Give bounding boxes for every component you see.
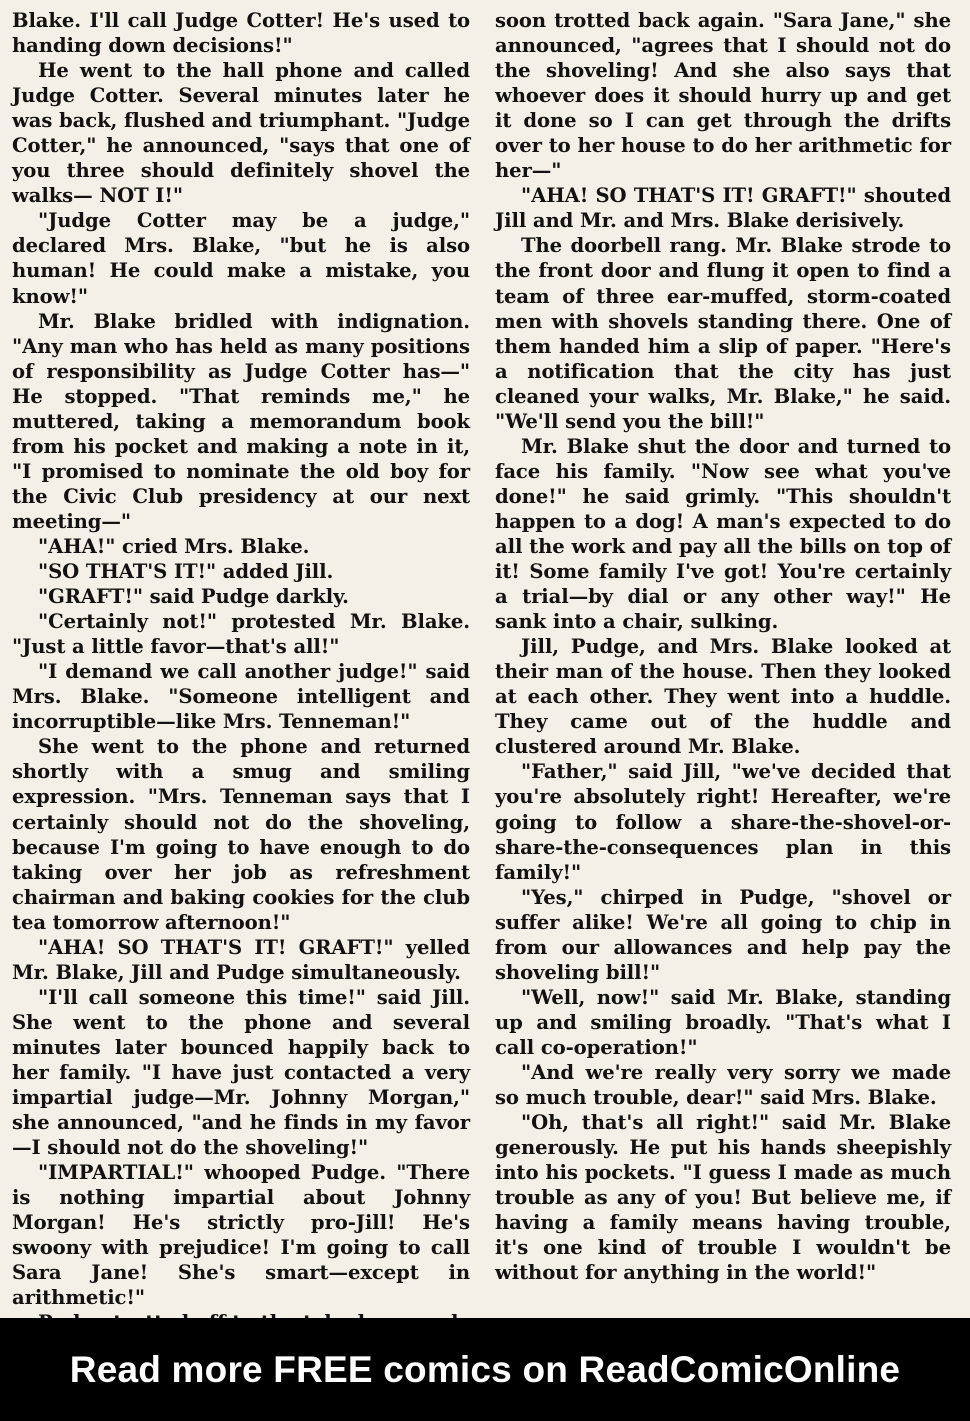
story-paragraph: She went to the phone and returned shortly with a smug and smiling expression. "Mrs. Tenneman says that I certainly should not do the shoveling, because I'm going to have enough to do taking over her job as refreshment chairman and baking cookies for the club tea tomorrow afternoon!" — [12, 735, 470, 934]
story-paragraph: "Yes," chirped in Pudge, "shovel or suffer alike! We're all going to chip in from our allowances and help pay the shoveling bill!" — [495, 885, 951, 984]
story-paragraph: "Father," said Jill, "we've decided that you're absolutely right! Hereafter, we're going to follow a share-the-shovel-or-share-the-consequences plan in this family!" — [495, 760, 951, 884]
story-paragraph: "AHA! SO THAT'S IT! GRAFT!" shouted Jill and Mr. and Mrs. Blake derisively. — [495, 184, 951, 233]
story-paragraph: Mr. Blake shut the door and turned to face his family. "Now see what you've done!" he said grimly. "This shouldn't happen to a dog! A man's expected to do all the work and pay all the bills on top of it! Some family I've got! You're certainly a trial—by dial or any other way!" He sank into a chair, sulking. — [495, 434, 951, 634]
story-paragraph: "And we're really very sorry we made so much trouble, dear!" said Mrs. Blake. — [495, 1060, 951, 1110]
story-paragraph: "Judge Cotter may be a judge," declared Mrs. Blake, "but he is also human! He could make a mistake, you know!" — [12, 209, 470, 308]
text-column-right — [495, 8, 951, 1285]
story-paragraph: "AHA!" cried Mrs. Blake. — [38, 534, 310, 558]
story-paragraph: Jill, Pudge, and Mrs. Blake looked at their man of the house. Then they looked at each other. They went into a huddle. They came out of the huddle and clustered around Mr. Blake. — [495, 635, 951, 759]
promo-footer-banner[interactable] — [0, 1318, 970, 1421]
story-paragraph: Blake. I'll call Judge Cotter! He's used to handing down decisions!" — [12, 9, 470, 58]
story-paragraph: "Certainly not!" protested Mr. Blake. "Just a little favor—that's all!" — [12, 610, 470, 659]
story-paragraph: "SO THAT'S IT!" added Jill. — [38, 560, 334, 584]
text-column-left — [12, 8, 470, 1335]
story-paragraph: "AHA! SO THAT'S IT! GRAFT!" yelled Mr. Blake, Jill and Pudge simultaneously. — [12, 935, 470, 984]
story-paragraph: The doorbell rang. Mr. Blake strode to the front door and flung it open to find a team of three ear-muffed, storm-coated men with shovels standing there. One of them handed him a slip of paper. "Here's a notification that the city has just cleaned your walks, Mr. Blake," he said. "We'll send you the bill!" — [495, 234, 951, 433]
story-paragraph: "I'll call someone this time!" said Jill. She went to the phone and several minutes later bounced happily back to her family. "I have just contacted a very impartial judge—Mr. Johnny Morgan," she announced, "and he finds in my favor—I should not do the shoveling!" — [12, 985, 470, 1160]
story-paragraph: "Oh, that's all right!" said Mr. Blake generously. He put his hands sheepishly into his pockets. "I guess I made as much trouble as any of you! But believe me, if having a family means having trouble, it's one kind of trouble I wouldn't be without for anything in the world!" — [495, 1111, 951, 1285]
story-paragraph: "IMPARTIAL!" whooped Pudge. "There is nothing impartial about Johnny Morgan! He's strictly pro-Jill! He's swoony with prejudice! I'm going to call Sara Jane! She's smart—except in arithmetic!" — [12, 1161, 470, 1310]
story-paragraph: "Well, now!" said Mr. Blake, standing up and smiling broadly. "That's what I call co-operation!" — [495, 985, 951, 1059]
story-paragraph: He went to the hall phone and called Judge Cotter. Several minutes later he was back, flushed and triumphant. "Judge Cotter," he announced, "says that one of you three should definitely shovel the walks— NOT I!" — [12, 59, 470, 208]
story-paragraph: "I demand we call another judge!" said Mrs. Blake. "Someone intelligent and incorruptible—like Mrs. Tenneman!" — [12, 660, 470, 734]
story-paragraph: soon trotted back again. "Sara Jane," she announced, "agrees that I should not do the shoveling! And she also says that whoever does it should hurry up and get it done so I can get through the drifts over to her house to do her arithmetic for her—" — [495, 9, 951, 183]
story-paragraph: Mr. Blake bridled with indignation. "Any man who has held as many positions of responsibility as Judge Cotter has—" He stopped. "That reminds me," he muttered, taking a memorandum book from his pocket and making a note in it, "I promised to nominate the old boy for the Civic Club presidency at our next meeting—" — [12, 309, 470, 533]
promo-footer-text[interactable]: Read more FREE comics on ReadComicOnline — [69, 1348, 901, 1390]
story-paragraph: "GRAFT!" said Pudge darkly. — [38, 585, 349, 609]
